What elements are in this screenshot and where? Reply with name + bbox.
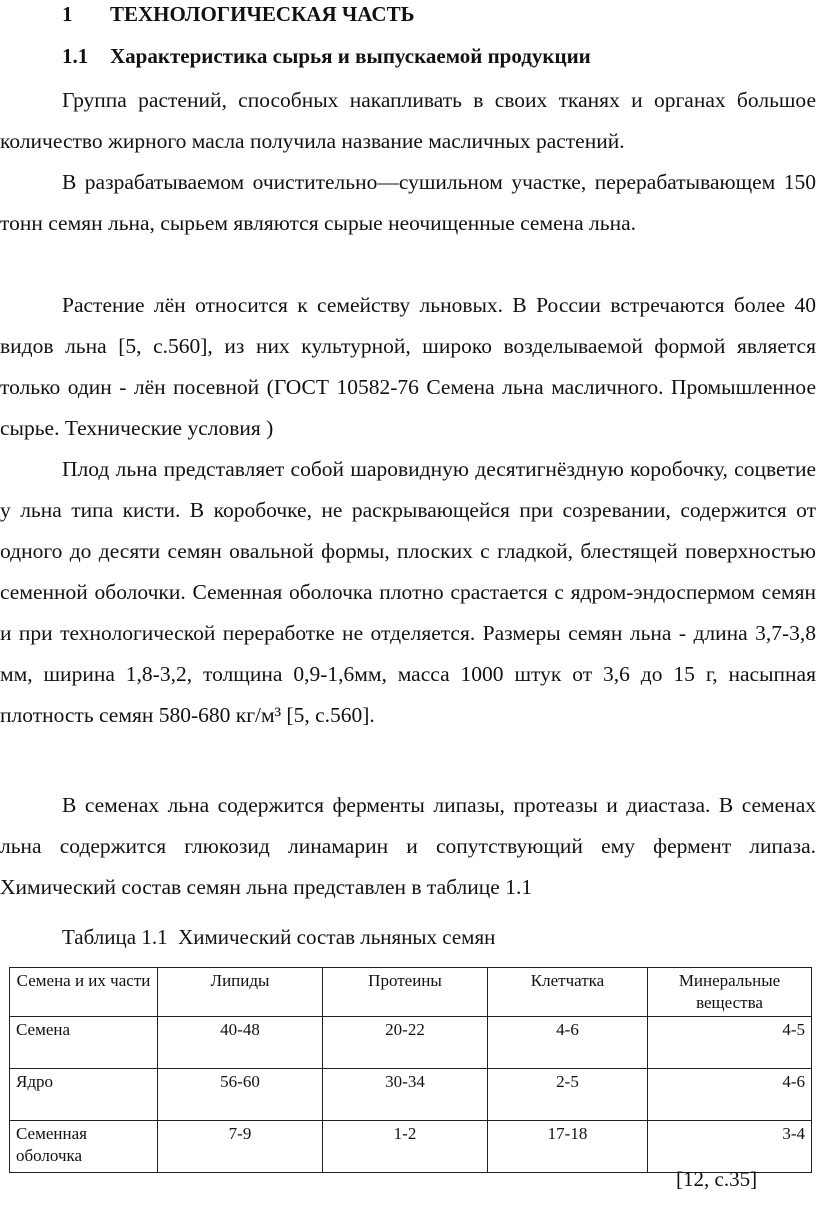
row-label: Семена bbox=[10, 1017, 158, 1069]
row-label: Семенная оболочка bbox=[10, 1121, 158, 1173]
table-cell: 4-5 bbox=[648, 1017, 812, 1069]
table-cell: 3-4 bbox=[648, 1121, 812, 1173]
section-number: 1 bbox=[62, 2, 73, 26]
table-cell: 4-6 bbox=[648, 1069, 812, 1121]
column-header: Минеральные вещества bbox=[648, 968, 812, 1017]
row-label: Ядро bbox=[10, 1069, 158, 1121]
chemical-composition-table bbox=[9, 967, 812, 1173]
table-row bbox=[10, 1121, 812, 1173]
subsection-heading bbox=[62, 44, 591, 69]
table-source-reference: [12, с.35] bbox=[676, 1167, 758, 1191]
paragraph: В разрабатываемом очистительно—сушильном участке, перерабатывающем 150 тонн семян льна, сырьем являются сырые неочищенные семена льна. bbox=[0, 170, 816, 235]
table-cell: 20-22 bbox=[323, 1017, 488, 1069]
subsection-title: Характеристика сырья и выпускаемой продукции bbox=[110, 44, 591, 68]
section-title: ТЕХНОЛОГИЧЕСКАЯ ЧАСТЬ bbox=[110, 2, 415, 26]
paragraph: В семенах льна содержится ферменты липазы, протеазы и диастаза. В семенах льна содержится глюкозид линамарин и сопутствующий ему фермент липаза. Химический состав семян льна представлен в таблице 1.1 bbox=[0, 793, 816, 899]
table-header-row bbox=[10, 968, 812, 1017]
table-cell: 1-2 bbox=[323, 1121, 488, 1173]
table-cell: 7-9 bbox=[158, 1121, 323, 1173]
table-caption: Таблица 1.1 Химический состав льняных семян bbox=[62, 925, 496, 949]
paragraph: Плод льна представляет собой шаровидную десятигнёздную коробочку, соцветие у льна типа кисти. В коробочке, не раскрывающейся при созревании, содержится от одного до десяти семян овальной формы, плоских с гладкой, блестящей поверхностью семенной оболочки. Семенная оболочка плотно срастается с ядром-эндоспермом семян и при технологической переработке не отделяется. Размеры семян льна - длина 3,7-3,8 мм, ширина 1,8-3,2, толщина 0,9-1,6мм, масса 1000 штук от 3,6 до 15 г, насыпная плотность семян 580-680 кг/м³ [5, с.560]. bbox=[0, 457, 816, 727]
table-cell: 4-6 bbox=[488, 1017, 648, 1069]
paragraph: Группа растений, способных накапливать в своих тканях и органах большое количество жирного масла получила название масличных растений. bbox=[0, 88, 816, 153]
column-header: Семена и их части bbox=[10, 968, 158, 1017]
table-cell: 30-34 bbox=[323, 1069, 488, 1121]
section-heading bbox=[62, 2, 414, 27]
table-row bbox=[10, 1069, 812, 1121]
table-row bbox=[10, 1017, 812, 1069]
subsection-number: 1.1 bbox=[62, 44, 89, 68]
table-cell: 17-18 bbox=[488, 1121, 648, 1173]
table-cell: 56-60 bbox=[158, 1069, 323, 1121]
paragraph: Растение лён относится к семейству льновых. В России встречаются более 40 видов льна [5, с.560], из них культурной, широко возделываемой формой является только один - лён посевной (ГОСТ 10582-76 Семена льна масличного. Промышленное сырье. Технические условия ) bbox=[0, 293, 816, 440]
column-header: Протеины bbox=[323, 968, 488, 1017]
column-header: Клетчатка bbox=[488, 968, 648, 1017]
table-cell: 40-48 bbox=[158, 1017, 323, 1069]
column-header: Липиды bbox=[158, 968, 323, 1017]
table-cell: 2-5 bbox=[488, 1069, 648, 1121]
